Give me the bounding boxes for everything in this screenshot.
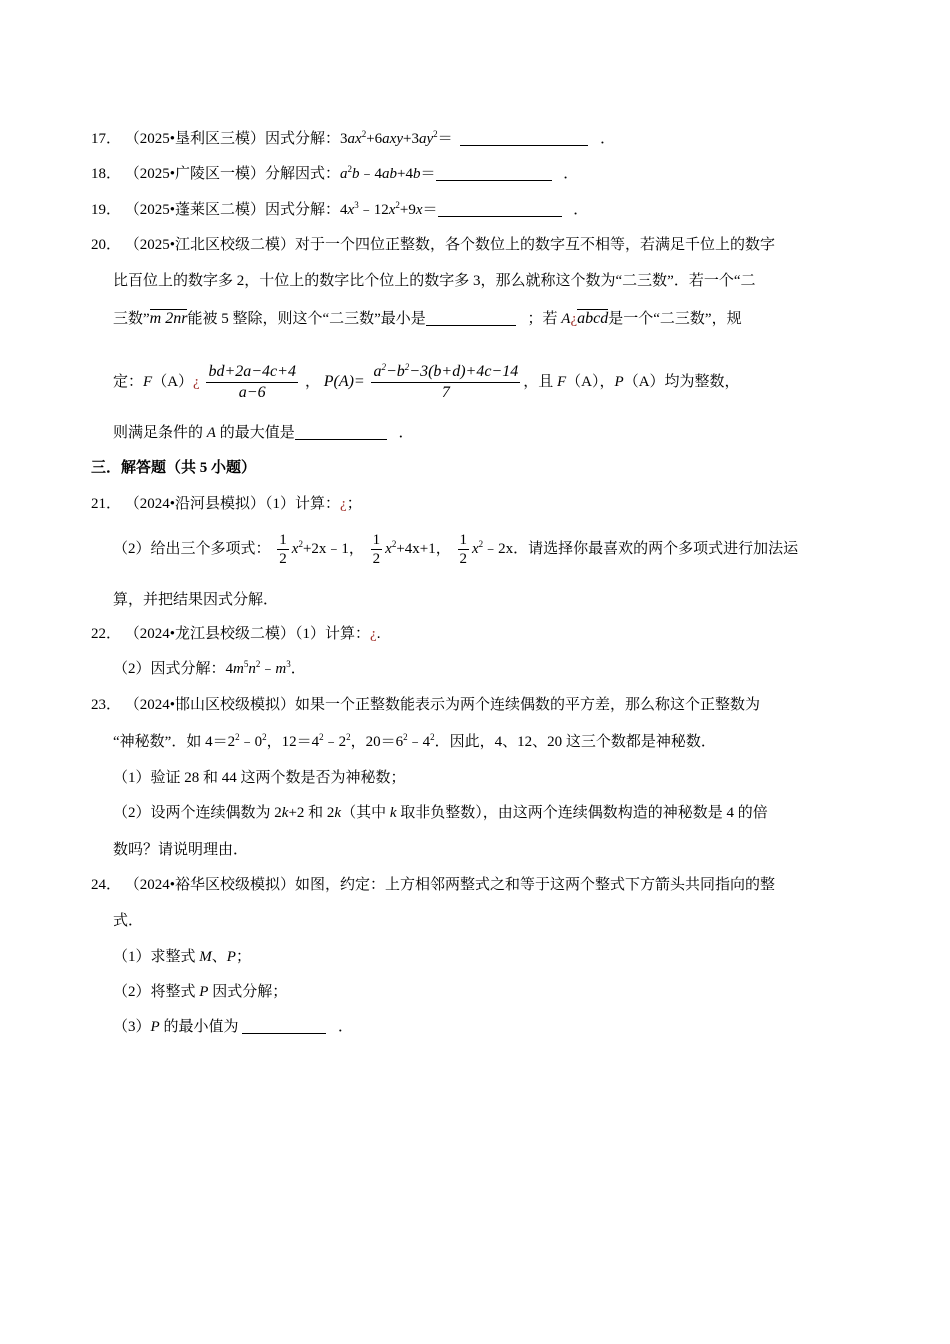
question-23-part-2: （2）设两个连续偶数为 2k+2 和 2k（其中 k 取非负整数），由这两个连续偶数构造的神秘数是 4 的倍 [113,805,768,821]
question-19: 19． （2025•蓬莱区二模）因式分解：$4x^3﹣12x^2+9x=$ ． [91,200,589,218]
fraction-P: $\frac{a^2-b^2-3(b+d)+4c-14}{7}$ [373,362,519,402]
question-24-part-3: （3）P 的最小值为 ． [113,1019,353,1035]
question-22: 22． （2024•龙江县校级二模）（1）计算：¿. [91,626,381,642]
question-21-line-3: 算，并把结果因式分解． [113,592,279,608]
question-20-line-3: 三数”m 2nr能被 5 整除，则这个“二三数”最小是 ；若 A¿abcd是一个“二三数”，规 [113,310,742,327]
answer-blank[interactable] [436,166,552,181]
question-number: 19． [91,202,122,218]
question-number: 17． [91,131,122,147]
question-23-line-2: “神秘数”．如 $4=2^2﹣0^2$，$12=4^2﹣2^2$，$20=6^2﹣4^2$．因此，4、12、20 这三个数都是神秘数． [113,732,716,750]
question-number: 22． [91,626,122,642]
question-21-line-2: （2）给出三个多项式： $\frac{1}{2}$ $x^2+2x﹣1$， $\frac{1}{2}$ $x^2+4x+1$， $\frac{1}{2}$ $x^2﹣2x$．请选择你最喜欢的两个多项式进行加法运 [113,532,799,568]
question-22-line-2: （2）因式分解：$4m^5n^2﹣m^3$． [113,659,306,677]
answer-blank[interactable] [460,131,588,146]
answer-blank[interactable] [242,1019,326,1034]
question-number: 23． [91,697,122,713]
answer-blank[interactable] [426,311,516,326]
question-24-part-2: （2）将整式 P 因式分解； [113,984,288,1000]
question-17: 17． （2025•垦利区三模）因式分解：$3ax^2+6axy+3ay^2=$ ． [91,129,616,147]
answer-blank[interactable] [295,425,387,440]
question-23-part-1: （1）验证 28 和 44 这两个数是否为神秘数； [113,770,406,786]
question-text: （2025•江北区校级二模）对于一个四位正整数，各个数位上的数字互不相等，若满足千位上的数字 [124,237,776,253]
question-20 [91,235,775,255]
question-20-line-5: 则满足条件的 A 的最大值是 ． [113,425,414,441]
overline-number: abcd [577,310,609,327]
fraction-half: $\frac{1}{2}$ [459,532,467,568]
question-source: （2025•蓬莱区二模）因式分解： [124,202,341,218]
question-source: （2025•广陵区一模）分解因式： [124,166,341,182]
question-20-line-2: 比百位上的数字多 2，十位上的数字比个位上的数字多 3，那么就称这个数为“二三数”．若一个“二 [113,273,756,289]
question-number: 24． [91,877,122,893]
question-18: 18． （2025•广陵区一模）分解因式：$a^2b﹣4ab+4b=$ ． [91,164,579,182]
question-24: 24． （2024•裕华区校级模拟）如图，约定：上方相邻两整式之和等于这两个整式下方箭头共同指向的整 [91,877,776,893]
section-heading: 三．解答题（共 5 小题） [91,460,257,476]
fraction-F: $\frac{bd+2a-4c+4}{a-6}$ [208,363,296,402]
question-21: 21． （2024•沿河县模拟）（1）计算：¿； [91,496,362,512]
question-24-part-1: （1）求整式 M、P； [113,949,251,965]
question-23: 23． （2024•邯山区校级模拟）如果一个正整数能表示为两个连续偶数的平方差，那么称这个正整数为 [91,697,761,713]
fraction-half: $\frac{1}{2}$ [372,532,381,568]
question-24-line-2: 式． [113,913,144,929]
answer-blank[interactable] [438,202,562,217]
question-20-line-4: 定：F（A）¿ $\frac{bd+2a-4c+4}{a-6}$ ， P(A)= $\frac{a^2-b^2-3(b+d)+4c-14}{7}$ ，且 F（A），P（A）均为整数， [113,362,740,402]
question-number: 18． [91,166,122,182]
question-source: （2025•垦利区三模）因式分解： [124,131,341,147]
fraction-half: $\frac{1}{2}$ [279,532,287,568]
overline-number: m 2nr [149,310,188,327]
question-number: 20． [91,237,122,253]
question-23-line-5: 数吗？请说明理由． [113,842,249,858]
question-number: 21． [91,496,122,512]
